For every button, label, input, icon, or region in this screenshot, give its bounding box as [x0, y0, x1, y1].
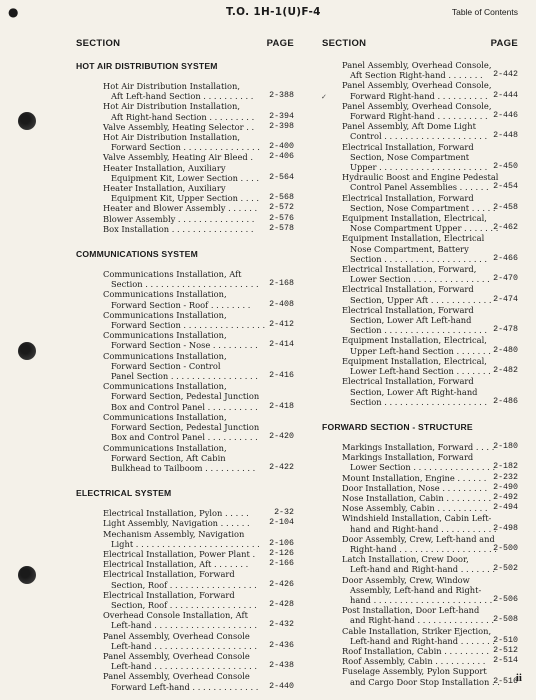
toc-entry[interactable] — [76, 203, 294, 213]
toc-entry[interactable] — [322, 172, 518, 192]
toc-entry[interactable] — [76, 651, 294, 671]
entry-page-number: 2-126 — [269, 548, 294, 558]
toc-entry[interactable] — [76, 518, 294, 528]
entry-line: Electrical Installation, Forward, — [342, 264, 477, 275]
entry-line: hand and Right-hand . . . . . . . . . . . — [350, 523, 497, 534]
entry-line: Mount Installation, Engine . . . . . . — [342, 472, 487, 483]
entry-line: Forward Right-hand . . . . . . . . . . — [350, 111, 488, 122]
entry-line: Section . . . . . . . . . . . . . . . . . . . . — [350, 325, 488, 336]
entry-line: Overhead Console Installation, Aft — [103, 610, 248, 621]
entry-line: Section, Upper Aft . . . . . . . . . . . . — [350, 294, 492, 305]
entry-line: Panel Section . . . . . . . . . . . . . . . . . — [111, 371, 258, 382]
entry-page-number: 2-432 — [269, 620, 294, 630]
entry-line: Equipment Installation, Electrical, — [342, 355, 487, 366]
toc-entry[interactable] — [322, 193, 518, 213]
entry-page-number: 2-414 — [269, 340, 294, 350]
entry-line: Communications Installation, — [103, 350, 227, 361]
entry-line: Equipment Installation, Electrical, — [342, 335, 487, 346]
entry-page-number: 2-478 — [493, 325, 518, 335]
entry-line: Hot Air Distribution Installation, — [103, 81, 240, 91]
entry-line: Electrical Installation, Aft . . . . . . . — [103, 559, 249, 570]
section-title: FORWARD SECTION - STRUCTURE — [322, 421, 473, 432]
entry-page-number: 2-474 — [493, 294, 518, 304]
entry-line: Valve Assembly, Heating Selector . . — [103, 121, 255, 132]
entry-page-number: 2-442 — [493, 70, 518, 80]
entry-line: Latch Installation, Crew Door, — [342, 554, 469, 565]
entry-page-number: 2-506 — [493, 594, 518, 604]
entry-line: Aft Left-hand Section . . . . . . . . . . — [111, 91, 254, 102]
entry-page-number: 2-232 — [493, 472, 518, 482]
binder-hole-icon — [18, 566, 36, 584]
entry-line: Forward Section - Nose . . . . . . . . . — [111, 340, 258, 351]
page-heading: PAGE — [490, 38, 518, 49]
entry-line: Section, Roof . . . . . . . . . . . . . . . . . — [111, 579, 257, 590]
entry-line: Forward Section, Pedestal Junction — [111, 422, 260, 433]
entry-line: Section, Lower Aft Left-hand — [350, 315, 472, 326]
entry-line: Forward Section . . . . . . . . . . . . . . . . — [111, 320, 266, 331]
entry-line: Section, Nose Compartment . . . . . — [350, 202, 496, 213]
entry-line: Cable Installation, Striker Ejection, — [342, 625, 492, 636]
entry-line: Communications Installation, Aft — [103, 269, 242, 280]
entry-page-number: 2-446 — [493, 111, 518, 121]
toc-entry[interactable] — [322, 101, 518, 121]
entry-page-number: 2-388 — [269, 91, 294, 101]
entry-page-number: 2-32 — [274, 508, 294, 518]
entry-line: Forward Right-hand . . . . . . . . . . — [350, 90, 488, 101]
toc-entry[interactable] — [322, 656, 518, 666]
toc-entry[interactable] — [322, 335, 518, 355]
entry-line: Mechanism Assembly, Navigation — [103, 528, 245, 539]
entry-page-number: 2-398 — [269, 121, 294, 131]
entry-page-number: 2-420 — [269, 432, 294, 442]
toc-entry[interactable] — [76, 549, 294, 559]
entry-page-number: 2-502 — [493, 564, 518, 574]
entry-line: Panel Assembly, Overhead Console — [103, 630, 250, 641]
toc-entry[interactable] — [322, 513, 518, 533]
entry-line: Door Assembly, Crew, Left-hand and — [342, 533, 495, 544]
entry-line: Heater and Blower Assembly . . . . . . — [103, 203, 258, 214]
entry-line: Fuselage Assembly, Pylon Support — [342, 666, 487, 677]
entry-page-number: 2-512 — [493, 645, 518, 655]
toc-entry[interactable] — [76, 412, 294, 443]
toc-entry[interactable] — [76, 443, 294, 474]
entry-line: Bulkhead to Tailboom . . . . . . . . . . — [111, 462, 256, 473]
section-heading: SECTION — [322, 38, 367, 49]
entry-line: Panel Assembly, Overhead Console, — [342, 60, 492, 70]
entry-line: Electrical Installation, Forward — [342, 284, 474, 295]
entry-page-number: 2-576 — [269, 213, 294, 223]
entry-line: hand . . . . . . . . . . . . . . . . . . . . . . . — [350, 594, 493, 605]
toc-entry[interactable] — [322, 356, 518, 376]
section-title: COMMUNICATIONS SYSTEM — [76, 249, 198, 260]
entry-line: Communications Installation, — [103, 309, 227, 320]
entry-line: Section . . . . . . . . . . . . . . . . . . . . — [350, 396, 488, 407]
toc-entry[interactable] — [322, 452, 518, 472]
entry-line: Lower Section . . . . . . . . . . . . . . . . — [350, 462, 496, 473]
entry-page-number: 2-510 — [493, 635, 518, 645]
entry-line: Nose Installation, Cabin . . . . . . . . . — [342, 492, 492, 503]
entry-line: Lower Section . . . . . . . . . . . . . . . — [350, 274, 490, 285]
entry-line: Box and Control Panel . . . . . . . . . . — [111, 432, 258, 443]
toc-entry[interactable] — [322, 442, 518, 452]
entry-line: Communications Installation, — [103, 289, 227, 300]
entry-line: Control . . . . . . . . . . . . . . . . . . . . — [350, 131, 488, 142]
entry-page-number: 2-422 — [269, 462, 294, 472]
toc-entry[interactable] — [76, 132, 294, 152]
toc-entry[interactable] — [76, 569, 294, 589]
entry-page-number: 2-462 — [493, 223, 518, 233]
entry-page-number: 2-394 — [269, 111, 294, 121]
toc-entry[interactable] — [76, 101, 294, 121]
entry-page-number: 2-440 — [269, 681, 294, 691]
toc-entry[interactable] — [322, 626, 518, 646]
entry-line: Hot Air Distribution Installation, — [103, 101, 240, 112]
toc-entry[interactable] — [76, 671, 294, 691]
toc-column-right — [322, 38, 518, 687]
entry-line: Right-hand . . . . . . . . . . . . . . . . . . . — [350, 543, 497, 554]
entry-page-number: 2-508 — [493, 615, 518, 625]
entry-line: Panel Assembly, Overhead Console — [103, 650, 250, 661]
entry-page-number: 2-180 — [493, 441, 518, 451]
toc-entry[interactable] — [322, 575, 518, 606]
entry-line: Upper . . . . . . . . . . . . . . . . . . . . . — [350, 162, 488, 173]
entry-page-number: 2-450 — [493, 162, 518, 172]
entry-line: Control Panel Assemblies . . . . . . — [350, 182, 489, 193]
toc-entry[interactable] — [322, 264, 518, 284]
entry-page-number: 2-516 — [493, 676, 518, 686]
entry-line: Windshield Installation, Cabin Left- — [342, 513, 492, 524]
page-heading: PAGE — [266, 38, 294, 49]
entry-page-number: 2-500 — [493, 543, 518, 553]
entry-line: Electrical Installation, Forward — [103, 589, 235, 600]
entry-line: Light Assembly, Navigation . . . . . . — [103, 518, 250, 529]
page-header — [0, 6, 536, 22]
entry-page-number: 2-480 — [493, 345, 518, 355]
entry-page-number: 2-494 — [493, 503, 518, 513]
entry-page-number: 2-166 — [269, 559, 294, 569]
entry-line: Hydraulic Boost and Engine Pedestal — [342, 172, 499, 183]
entry-line: Panel Assembly, Overhead Console, — [342, 80, 492, 91]
entry-line: Forward Section, Pedestal Junction — [111, 391, 260, 402]
toc-entry[interactable] — [76, 214, 294, 224]
bullet-mark: ● — [8, 5, 19, 19]
entry-page-number: 2-406 — [269, 152, 294, 162]
margin-mark: ✓ — [321, 93, 327, 101]
toc-entry[interactable] — [76, 224, 294, 234]
entry-page-number: 2-106 — [269, 538, 294, 548]
toc-entry[interactable] — [322, 503, 518, 513]
entry-page-number: 2-168 — [269, 279, 294, 289]
entry-page-number: 2-568 — [269, 193, 294, 203]
entry-page-number: 2-470 — [493, 274, 518, 284]
entry-line: and Right-hand . . . . . . . . . . . . . . . — [350, 615, 494, 626]
entry-page-number: 2-182 — [493, 462, 518, 472]
entry-line: Forward Section . . . . . . . . . . . . . . . — [111, 142, 260, 153]
entry-page-number: 2-498 — [493, 523, 518, 533]
entry-line: Forward Section - Control — [111, 360, 221, 371]
entry-line: Communications Installation, — [103, 411, 227, 422]
entry-line: Section, Lower Aft Right-hand — [350, 386, 478, 397]
entry-line: Electrical Installation, Forward — [342, 141, 474, 152]
toc-entry[interactable] — [76, 529, 294, 549]
toc-entry[interactable] — [322, 305, 518, 336]
entry-page-number: 2-578 — [269, 223, 294, 233]
toc-entry[interactable] — [322, 60, 518, 80]
toc-entry[interactable] — [322, 646, 518, 656]
entry-line: Aft Right-hand Section . . . . . . . . . — [111, 111, 255, 122]
toc-entry[interactable] — [76, 381, 294, 412]
entry-line: Left-hand and Right-hand . . . . . . . — [350, 635, 496, 646]
toc-entry[interactable] — [76, 610, 294, 630]
toc-entry[interactable] — [76, 508, 294, 518]
toc-entry[interactable] — [76, 351, 294, 382]
entry-line: Equipment Installation, Electrical — [342, 233, 485, 244]
toc-entry[interactable] — [322, 121, 518, 141]
entry-page-number: 2-400 — [269, 142, 294, 152]
column-header — [76, 38, 294, 54]
entry-page-number: 2-428 — [269, 599, 294, 609]
toc-entry[interactable] — [76, 330, 294, 350]
entry-line: Electrical Installation, Forward — [342, 304, 474, 315]
entry-line: Communications Installation, — [103, 442, 227, 453]
toc-entry[interactable] — [76, 152, 294, 162]
entry-line: Left-hand . . . . . . . . . . . . . . . . . . . . — [111, 661, 258, 672]
entry-page-number: 2-454 — [493, 182, 518, 192]
entry-line: Nose Assembly, Cabin . . . . . . . . . . — [342, 503, 488, 514]
entry-page-number: 2-482 — [493, 366, 518, 376]
toc-entry[interactable] — [76, 310, 294, 330]
toc-entry[interactable] — [322, 493, 518, 503]
entry-line: Markings Installation, Forward . . . . — [342, 441, 495, 452]
section-heading: SECTION — [76, 38, 121, 49]
entry-line: Roof Assembly, Cabin . . . . . . . . . . — [342, 656, 486, 667]
toc-entry[interactable] — [76, 559, 294, 569]
entry-line: Heater Installation, Auxiliary — [103, 162, 226, 173]
entry-line: Forward Left-hand . . . . . . . . . . . . . — [111, 681, 259, 692]
toc-entry[interactable] — [322, 142, 518, 173]
toc-entry[interactable] — [76, 289, 294, 309]
toc-entry[interactable] — [76, 590, 294, 610]
entry-page-number: 2-412 — [269, 320, 294, 330]
entry-line: Markings Installation, Forward — [342, 452, 474, 463]
entry-line: Electrical Installation, Forward — [103, 569, 235, 580]
technical-order-number: T.O. 1H-1(U)F-4 — [226, 6, 321, 18]
section-title: ELECTRICAL SYSTEM — [76, 488, 172, 499]
toc-entry[interactable] — [76, 269, 294, 289]
toc-entry[interactable] — [322, 534, 518, 554]
entry-page-number: 2-572 — [269, 203, 294, 213]
entry-line: Electrical Installation, Pylon . . . . . — [103, 508, 249, 519]
entry-page-number: 2-426 — [269, 579, 294, 589]
entry-line: Door Assembly, Crew, Window — [342, 574, 470, 585]
entry-line: Roof Installation, Cabin . . . . . . . . . — [342, 645, 490, 656]
entry-line: Communications Installation, — [103, 381, 227, 392]
entry-line: Section, Nose Compartment — [350, 151, 470, 162]
entry-line: Door Installation, Nose . . . . . . . . . — [342, 482, 488, 493]
entry-line: Left-hand . . . . . . . . . . . . . . . . . . . . — [111, 620, 258, 631]
toc-entry[interactable] — [322, 376, 518, 407]
toc-entry[interactable] — [322, 80, 518, 100]
entry-line: Forward Section, Aft Cabin — [111, 452, 226, 463]
entry-line: Box Installation . . . . . . . . . . . . . . . . — [103, 223, 254, 234]
entry-page-number: 2-564 — [269, 172, 294, 182]
page-number: ii — [515, 672, 522, 684]
entry-line: Light . . . . . . . . . . . . . . . . . . . . . . . . — [111, 538, 260, 549]
entry-line: Forward Section - Roof . . . . . . . . — [111, 299, 251, 310]
column-header — [322, 38, 518, 54]
entry-line: Section . . . . . . . . . . . . . . . . . . . . . . — [111, 279, 259, 290]
entry-page-number: 2-436 — [269, 640, 294, 650]
entry-line: Panel Assembly, Overhead Console — [103, 671, 250, 682]
entry-line: Electrical Installation, Forward — [342, 376, 474, 387]
toc-entry[interactable] — [322, 233, 518, 264]
toc-entry[interactable] — [322, 473, 518, 483]
entry-page-number: 2-416 — [269, 371, 294, 381]
entry-line: Communications Installation, — [103, 330, 227, 341]
entry-line: Nose Compartment Upper . . . . . . . — [350, 223, 499, 234]
entry-line: Equipment Installation, Electrical, — [342, 213, 487, 224]
entry-line: Blower Assembly . . . . . . . . . . . . . . . — [103, 213, 255, 224]
entry-page-number: 2-458 — [493, 202, 518, 212]
entry-line: Post Installation, Door Left-hand — [342, 605, 480, 616]
entry-line: Section . . . . . . . . . . . . . . . . . . . . — [350, 253, 488, 264]
entry-line: Aft Section Right-hand . . . . . . . — [350, 70, 483, 81]
entry-line: Panel Assembly, Overhead Console, — [342, 100, 492, 111]
toc-entry[interactable] — [322, 605, 518, 625]
entry-line: Left-hand and Right-hand . . . . . . . — [350, 564, 496, 575]
entry-page-number: 2-408 — [269, 299, 294, 309]
binder-hole-icon — [18, 112, 36, 130]
entry-page-number: 2-104 — [269, 518, 294, 528]
toc-entry[interactable] — [322, 483, 518, 493]
entry-line: Upper Left-hand Section . . . . . . . — [350, 345, 491, 356]
entry-line: and Cargo Door Stop Installation . . — [350, 676, 500, 687]
entry-line: Electrical Installation, Power Plant . — [103, 548, 256, 559]
binder-hole-icon — [18, 342, 36, 360]
toc-entry[interactable] — [322, 213, 518, 233]
toc-entry[interactable] — [76, 163, 294, 183]
entry-line: Heater Installation, Auxiliary — [103, 183, 226, 194]
entry-line: Assembly, Left-hand and Right- — [350, 584, 482, 595]
entry-line: Box and Control Panel . . . . . . . . . . — [111, 401, 258, 412]
section-title: HOT AIR DISTRIBUTION SYSTEM — [76, 61, 218, 71]
entry-line: Equipment Kit, Lower Section . . . . — [111, 172, 260, 183]
entry-page-number: 2-490 — [493, 482, 518, 492]
entry-line: Electrical Installation, Forward — [342, 192, 474, 203]
entry-page-number: 2-418 — [269, 401, 294, 411]
entry-line: Nose Compartment, Battery — [350, 243, 469, 254]
toc-entry[interactable] — [76, 122, 294, 132]
header-right-title: Table of Contents — [451, 7, 518, 17]
entry-line: Valve Assembly, Heating Air Bleed . — [103, 152, 253, 163]
entry-line: Lower Left-hand Section . . . . . . . — [350, 366, 491, 377]
entry-page-number: 2-448 — [493, 131, 518, 141]
entry-line: Hot Air Distribution Installation, — [103, 132, 240, 143]
toc-entry[interactable] — [76, 81, 294, 101]
toc-entry[interactable] — [76, 631, 294, 651]
toc-column-left — [76, 38, 294, 692]
toc-entry[interactable] — [322, 666, 518, 686]
entry-page-number: 2-444 — [493, 90, 518, 100]
toc-entry[interactable] — [76, 183, 294, 203]
entry-line: Section, Roof . . . . . . . . . . . . . . . . . — [111, 599, 257, 610]
entry-page-number: 2-438 — [269, 661, 294, 671]
entry-page-number: 2-486 — [493, 396, 518, 406]
toc-entry[interactable] — [322, 554, 518, 574]
entry-page-number: 2-492 — [493, 492, 518, 502]
entry-line: Panel Assembly, Aft Dome Light — [342, 121, 476, 132]
entry-page-number: 2-466 — [493, 253, 518, 263]
toc-entry[interactable] — [322, 284, 518, 304]
entry-line: Equipment Kit, Upper Section . . . . — [111, 193, 260, 204]
entry-page-number: 2-514 — [493, 656, 518, 666]
entry-line: Left-hand . . . . . . . . . . . . . . . . . . . . — [111, 640, 258, 651]
